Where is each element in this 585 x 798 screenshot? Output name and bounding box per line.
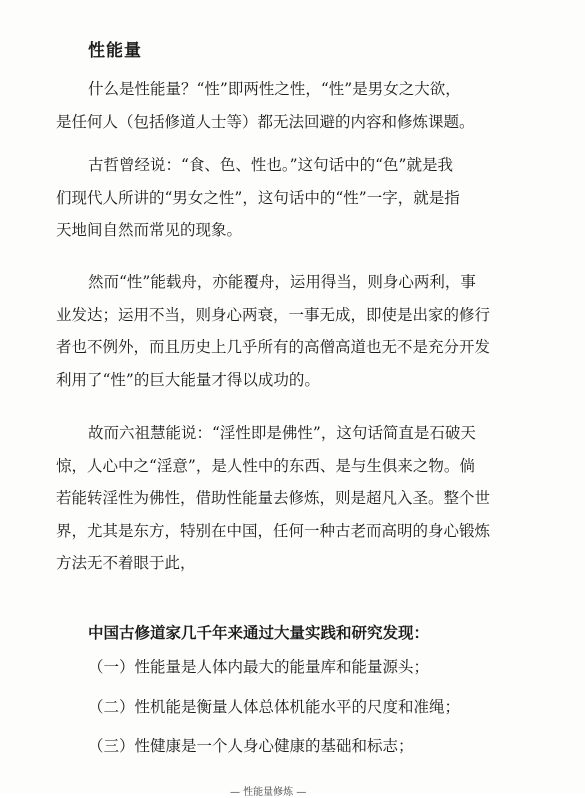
paragraph-line: 天地间自然而常见的现象。 [56, 221, 243, 239]
paragraph-line: 什么是性能量？“性”即两性之性，“性”是男女之大欲， [88, 80, 461, 98]
document-title: 性能量 [88, 41, 142, 61]
paragraph-line: 们现代人所讲的“男女之性”，这句话中的“性”一字，就是指 [56, 188, 460, 207]
paragraph-line: 然而“性”能载舟，亦能覆舟，运用得当，则身心两利，事 [88, 273, 476, 291]
paragraph-line: 是任何人（包括修道人士等）都无法回避的内容和修炼课题。 [56, 112, 475, 131]
paragraph-3 [56, 266, 546, 396]
paragraph-line: 故而六祖慧能说：“淫性即是佛性”，这句话简直是石破天 [88, 424, 476, 442]
paragraph-1 [56, 73, 546, 138]
paragraph-line: 业发达；运用不当，则身心两衰，一事无成，即使是出家的修行 [56, 305, 491, 324]
footer-text: — 性能量修炼 — [230, 787, 307, 798]
paragraph-line: 若能转淫性为佛性，借助性能量去修炼，则是超凡入圣。整个世 [56, 489, 491, 507]
paragraph-4 [56, 417, 546, 580]
paragraph-line: 方法无不着眼于此， [56, 554, 196, 572]
list-item: （三）性健康是一个人身心健康的基础和标志； [88, 737, 414, 755]
paragraph-line: 利用了“性”的巨大能量才得以成功的。 [56, 370, 320, 389]
paragraph-line: 惊，人心中之“淫意”，是人性中的东西、是与生俱来之物。倘 [56, 456, 475, 475]
list-item: （一）性能量是人体内最大的能量库和能量源头； [88, 658, 430, 676]
discovery-heading: 中国古修道家几千年来通过大量实践和研究发现： [88, 623, 430, 642]
paragraph-line: 古哲曾经说：“食、色、性也。”这句话中的“色”就是我 [88, 156, 453, 174]
paragraph-2 [56, 149, 546, 247]
list-item: （二）性机能是衡量人体总体机能水平的尺度和准绳； [88, 698, 461, 716]
paragraph-line: 界，尤其是东方，特别在中国，任何一种古老而高明的身心锻炼 [56, 521, 491, 540]
paragraph-line: 者也不例外，而且历史上几乎所有的高僧高道也无不是充分开发 [56, 338, 491, 356]
